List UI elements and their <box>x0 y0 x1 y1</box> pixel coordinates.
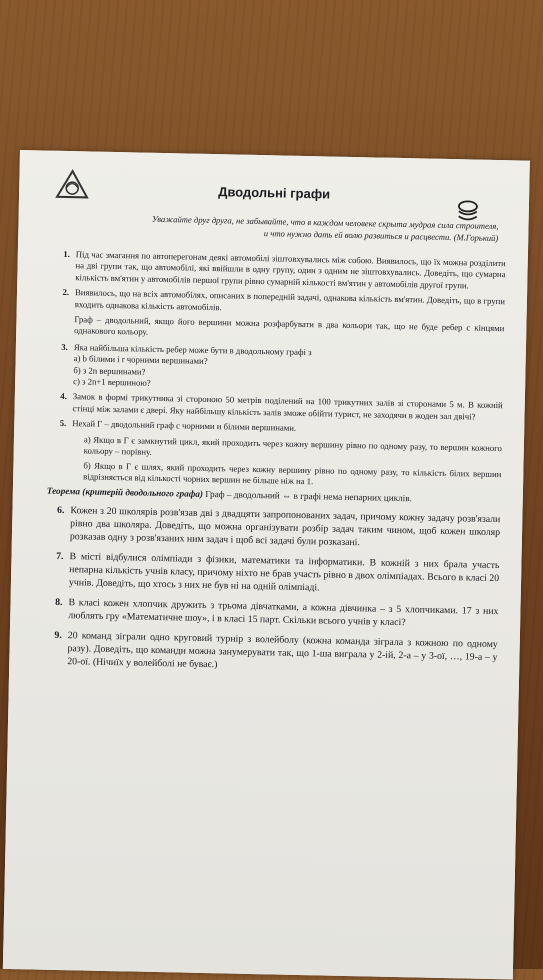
theorem-text: Граф – дводольний ⇔ в графі нема непарних циклів. <box>202 489 413 504</box>
paper-sheet <box>3 150 530 980</box>
epigraph-line-2: и что нужно дать ей волю развиться и расцвести. (М.Горький) <box>263 228 499 244</box>
problem-2: 2. Виявилось, що на всіх автомобілях, описаних в попередній задачі, однакова кількість вм'ятин. Доведіть, що в групи входить однакова кількість автомобілів. <box>62 287 506 312</box>
problem-list <box>37 249 506 684</box>
problem-3: 3. Яка найбільша кількість ребер може бути в дводольному графі з а) b білими і r чорними вершинами? б) з 2n вершинами? с) з 2n+1 вершиною? <box>61 341 312 388</box>
epigraph <box>68 211 498 244</box>
problem-1: 1. Під час змагання по автоперегонам деякі автомобілі зіштовхувались між собою. Виявилось, що їх можна розділити на дві групи так, що автомобілі, які ввійшли в одну групу, один з одним не зіштовхувались. Доведіть, що сумарна кількість вм'ятин у автомобілів першої групи рівно сумарній кількості вм'ятин у автомобілів другої групи. <box>63 248 506 291</box>
problem-5b: б) Якщо в Г є шлях, який проходить через кожну вершину рівно по одному разу, то кількість білих вершин відрізняється від кількості чорних вершин не більше ніж на 1. <box>83 459 502 487</box>
problem-7: 7. В місті відбулися олімпіади з фізики, математики та інформатики. В кожній з них брала участь непарна кількість учнів класу, причому ніхто не брав участь рівно в двох олімпіадах. Всього в класі 20 учнів. Доведіть, що хтось з них не був ні на одній олімпіаді. <box>56 550 500 594</box>
problem-8: 8. В класі кожен хлопчик дружить з трьома дівчатками, а кожна дівчинка – з 5 хлопчиками. 17 з них люблять гру «Математичне шоу», і в класі 15 парт. Скільки всього учнів у класі? <box>55 596 499 628</box>
problem-9: 9. 20 команд зіграли одно круговий турнір з волейболу (кожна команда зіграла з кожною по одному разу). Доведіть, що команди можна занумерувати так, що 1-ша виграла у 2-ій, 2-а – у 3-ої, …, 19-а – у 20-ої. (Нічиїх у волейболі не буває.) <box>54 629 498 670</box>
problem-5a: а) Якщо в Г є замкнутий цикл, який проходить через кожну вершину рівно по одному разу, то вершин кожного кольору – порівну. <box>83 434 502 457</box>
problem-6: 6. Кожен з 20 школярів розв'язав дві з двадцяти запропонованих задач, причому кожну задачу розв'язали рівно два школяра. Доведіть, що можна організувати розбір задач таким чином, щоб кожен школяр розказав одну з розв'язаних ним задач і щоб всі задачі були розказані. <box>56 504 501 548</box>
document-title: Дводольні графи <box>218 184 331 202</box>
problem-5: 5. Нехай Г – дводольний граф с чорними и білими вершинами. <box>59 418 297 434</box>
epigraph-line-1: Уважайте друг друга, не забывайте, что в каждом человеке скрыта мудрая сила строителя, <box>151 213 499 232</box>
theorem-label: Теорема (критерій дводольного графа) <box>46 485 204 500</box>
definition-bipartite: Граф – дводольний, якщо його вершини можна розфарбувати в два кольори так, що не буде ребер с кінцями однакового кольору. <box>74 314 505 338</box>
problem-4: 4. Замок в формі трикутника зі стороною 50 метрів поділений на 100 трикутних залів зі сторонами 5 м. В кожній стінці між залами є двері. Яку найбільшу кількість залів зможе обійти турист, не заходячи в жоден зал двічі? <box>60 391 503 422</box>
